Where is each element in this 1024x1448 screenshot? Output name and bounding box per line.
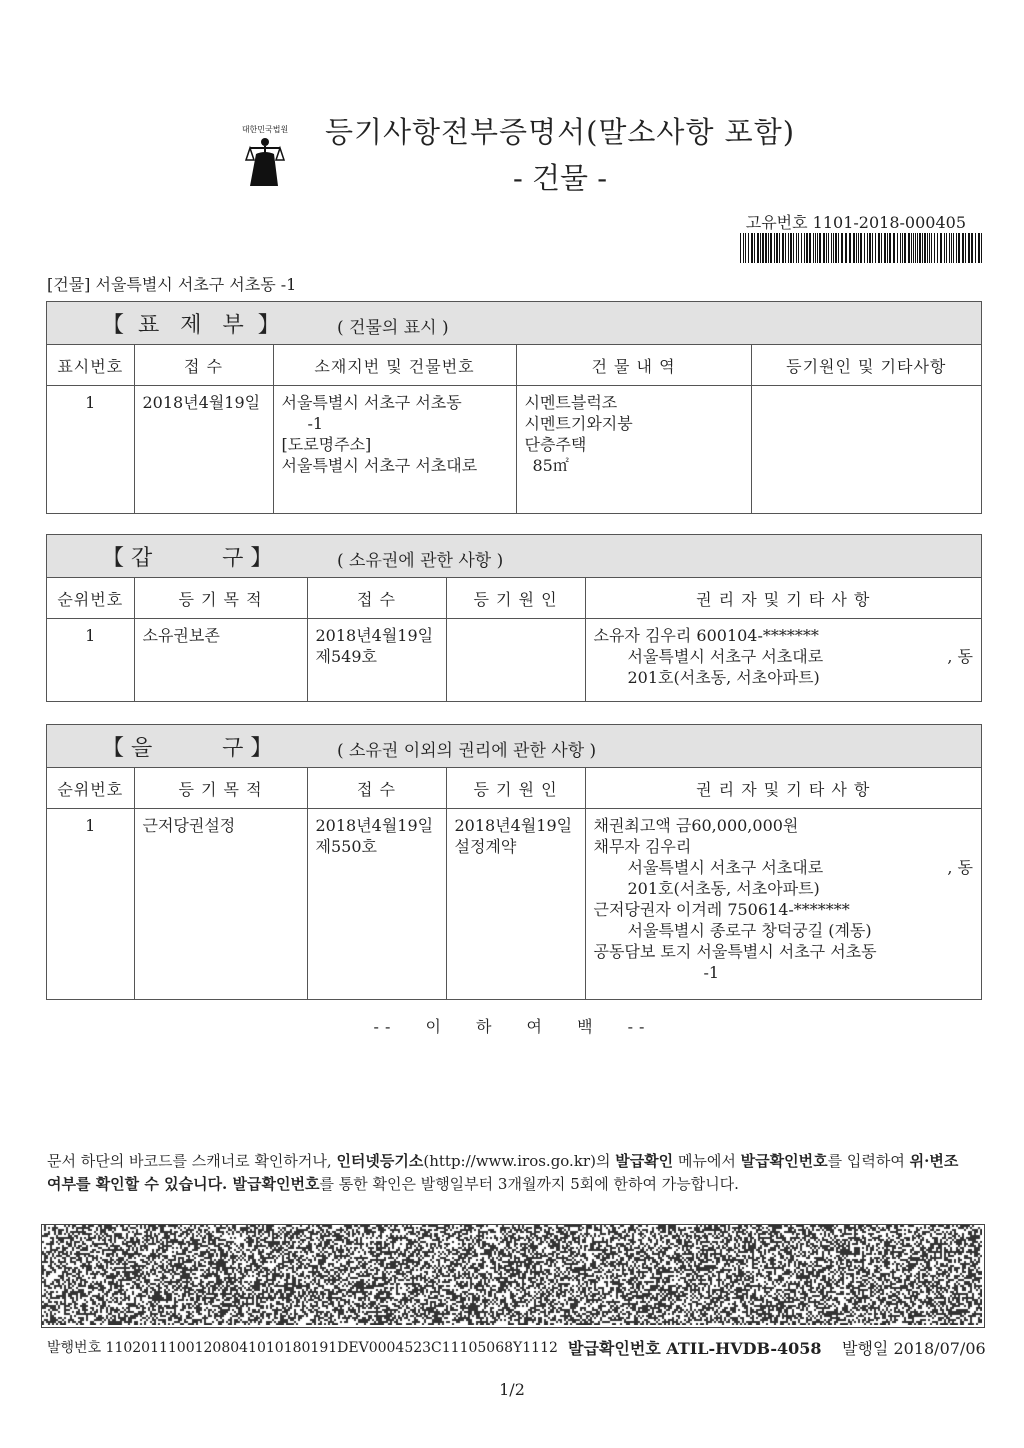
barcode-bar bbox=[748, 233, 749, 263]
barcode-bar bbox=[908, 233, 910, 263]
barcode-bar bbox=[922, 233, 923, 263]
barcode-bar bbox=[860, 233, 862, 263]
barcode-bar bbox=[975, 233, 976, 263]
section-header bbox=[47, 302, 981, 345]
barcode-bar bbox=[864, 233, 865, 263]
row-cause bbox=[446, 809, 585, 999]
barcode-bar bbox=[760, 233, 761, 263]
barcode-bar bbox=[790, 233, 792, 263]
barcode-bar bbox=[867, 233, 868, 263]
barcode-bar bbox=[809, 233, 811, 263]
barcode-bar bbox=[804, 233, 805, 263]
row-address bbox=[273, 386, 516, 513]
column-header: 등 기 원 인 bbox=[446, 768, 585, 809]
receipt-date: 2018년4월19일 bbox=[315, 816, 434, 835]
row-cause bbox=[446, 619, 585, 701]
barcode-bar bbox=[819, 233, 821, 263]
barcode-bar bbox=[757, 233, 759, 263]
building-line: 시멘트블럭조 bbox=[524, 393, 618, 412]
row-purpose: 근저당권설정 bbox=[134, 809, 307, 999]
address-line: [도로명주소] bbox=[281, 435, 372, 454]
rights-line: 채무자 김우리 bbox=[593, 837, 692, 856]
barcode-bar bbox=[740, 233, 741, 263]
rights-line: 201호(서초동, 서초아파트) bbox=[627, 879, 820, 898]
column-header: 순위번호 bbox=[47, 768, 134, 809]
section-description: ( 소유권에 관한 사항 ) bbox=[337, 551, 504, 571]
barcode-bar bbox=[813, 233, 814, 263]
barcode-bar bbox=[838, 233, 839, 263]
barcode-bar bbox=[833, 233, 834, 263]
barcode-bar bbox=[978, 233, 980, 263]
table-row bbox=[47, 386, 981, 513]
table-row bbox=[47, 809, 981, 999]
barcode-bar bbox=[971, 233, 973, 263]
barcode-bar bbox=[904, 233, 906, 263]
court-seal-logo bbox=[228, 112, 302, 190]
barcode-bar bbox=[823, 233, 825, 263]
address-line: 서울특별시 서초구 서초대로 bbox=[281, 456, 478, 475]
rights-line: 공동담보 토지 서울특별시 서초구 서초동 bbox=[593, 942, 877, 961]
section-header bbox=[47, 535, 981, 578]
notice-text: 를 통한 확인은 발행일부터 3개월까지 5회에 한하여 가능합니다. bbox=[319, 1175, 739, 1193]
seal-text: 대한민국법원 bbox=[241, 125, 289, 134]
barcode-pattern bbox=[42, 1225, 982, 1325]
notice-text: 를 입력하여 bbox=[827, 1152, 910, 1170]
barcode-bar bbox=[782, 233, 784, 263]
barcode-bar bbox=[793, 233, 794, 263]
barcode-bar bbox=[875, 233, 876, 263]
barcode-bar bbox=[849, 233, 851, 263]
notice-bold: 위·변조 여부를 확인할 수 있습니다. bbox=[47, 1152, 959, 1193]
unique-number-value: 1101-2018-000405 bbox=[812, 213, 966, 232]
row-number: 1 bbox=[47, 386, 134, 513]
notice-text: 문서 하단의 바코드를 스캐너로 확인하거나, bbox=[47, 1152, 337, 1170]
confirmation-number: 발급확인번호 ATIL-HVDB-4058 bbox=[568, 1339, 822, 1358]
barcode-bar bbox=[798, 233, 799, 263]
barcode-bar bbox=[856, 233, 857, 263]
barcode-bar bbox=[915, 233, 916, 263]
barcode-bar bbox=[897, 233, 898, 263]
barcode-bar bbox=[826, 233, 827, 263]
2d-barcode bbox=[41, 1224, 985, 1328]
barcode-bar bbox=[956, 233, 957, 263]
unique-number-label: 고유번호 bbox=[745, 213, 808, 232]
gap-table bbox=[47, 578, 981, 701]
rights-line bbox=[594, 646, 974, 667]
notice-bold: 발급확인 bbox=[615, 1152, 674, 1170]
barcode-bar bbox=[927, 233, 928, 263]
section-pyojebu bbox=[46, 301, 982, 514]
page-number: 1/2 bbox=[499, 1380, 525, 1399]
barcode-bar bbox=[924, 233, 926, 263]
barcode-bar bbox=[951, 233, 952, 263]
barcode-bar bbox=[962, 233, 964, 263]
cause-date: 2018년4월19일 bbox=[454, 816, 573, 835]
barcode-bar bbox=[968, 233, 970, 263]
barcode-bar bbox=[785, 233, 786, 263]
section-header bbox=[47, 725, 981, 768]
column-header: 등 기 목 적 bbox=[134, 578, 307, 619]
table-row bbox=[47, 619, 981, 701]
rights-text: , 동 bbox=[947, 647, 973, 666]
column-header: 등기원인 및 기타사항 bbox=[751, 345, 981, 386]
section-title: 【 갑 구 】 bbox=[102, 546, 273, 571]
barcode-bar bbox=[965, 233, 966, 263]
barcode-bar bbox=[745, 233, 746, 263]
barcode-bar bbox=[917, 233, 918, 263]
barcode-bar bbox=[958, 233, 960, 263]
building-line: 단층주택 bbox=[524, 435, 587, 454]
section-title: 【 표 제 부 】 bbox=[102, 313, 280, 338]
barcode-bar bbox=[944, 233, 945, 263]
rights-line: 201호(서초동, 서초아파트) bbox=[627, 668, 820, 687]
column-header: 접 수 bbox=[307, 578, 446, 619]
column-header: 등 기 원 인 bbox=[446, 578, 585, 619]
section-eulgu bbox=[46, 724, 982, 1000]
barcode-bar bbox=[774, 233, 775, 263]
section-title: 【 을 구 】 bbox=[102, 736, 273, 761]
barcode-bar bbox=[913, 233, 914, 263]
barcode-bar bbox=[754, 233, 755, 263]
column-header: 순위번호 bbox=[47, 578, 134, 619]
barcode-bar bbox=[779, 233, 780, 263]
receipt-number: 제550호 bbox=[315, 837, 377, 856]
barcode-bar bbox=[831, 233, 832, 263]
barcode-bar bbox=[911, 233, 912, 263]
barcode-bar bbox=[953, 233, 954, 263]
barcode-bar bbox=[828, 233, 829, 263]
barcode-bar bbox=[929, 233, 930, 263]
rights-text: 서울특별시 서초구 서초대로 bbox=[627, 858, 824, 877]
cause-type: 설정계약 bbox=[454, 837, 517, 856]
barcode-bar bbox=[815, 233, 816, 263]
barcode-bar bbox=[841, 233, 843, 263]
verification-notice bbox=[47, 1150, 977, 1196]
barcode-bar bbox=[902, 233, 903, 263]
row-receipt bbox=[307, 619, 446, 701]
column-header: 표시번호 bbox=[47, 345, 134, 386]
barcode-bar bbox=[919, 233, 921, 263]
barcode-bar bbox=[981, 233, 982, 263]
barcode-bar bbox=[762, 233, 764, 263]
barcode-bar bbox=[931, 233, 932, 263]
barcode-bar bbox=[801, 233, 802, 263]
section-description: ( 소유권 이외의 권리에 관한 사항 ) bbox=[337, 741, 597, 761]
row-building-details bbox=[516, 386, 751, 513]
row-rights bbox=[585, 809, 981, 999]
barcode-bar bbox=[768, 233, 769, 263]
column-header: 권 리 자 및 기 타 사 항 bbox=[585, 768, 981, 809]
row-date: 2018년4월19일 bbox=[134, 386, 273, 513]
column-header: 권 리 자 및 기 타 사 항 bbox=[585, 578, 981, 619]
notice-bold: 발급확인번호 bbox=[740, 1152, 828, 1170]
barcode-bar bbox=[776, 233, 778, 263]
barcode-bar bbox=[869, 233, 871, 263]
barcode-bar bbox=[788, 233, 789, 263]
barcode-bar bbox=[940, 233, 942, 263]
column-header: 접 수 bbox=[134, 345, 273, 386]
notice-bold: 인터넷등기소 bbox=[336, 1152, 424, 1170]
receipt-number: 제549호 bbox=[315, 647, 377, 666]
rights-line: 소유자 김우리 600104-******* bbox=[593, 626, 819, 645]
section-gapgu bbox=[46, 534, 982, 702]
column-header: 접 수 bbox=[307, 768, 446, 809]
barcode-bar bbox=[751, 233, 753, 263]
barcode-bar bbox=[893, 233, 895, 263]
barcode-bar bbox=[946, 233, 947, 263]
barcode-bar bbox=[937, 233, 938, 263]
building-location: [건물] 서울특별시 서초구 서초동 -1 bbox=[47, 275, 297, 294]
notice-text: 메뉴에서 bbox=[673, 1152, 741, 1170]
row-receipt bbox=[307, 809, 446, 999]
barcode-bar bbox=[806, 233, 808, 263]
barcode-bar bbox=[934, 233, 935, 263]
barcode-bar bbox=[900, 233, 901, 263]
rights-line: 채권최고액 금60,000,000원 bbox=[593, 816, 799, 835]
barcode-bar bbox=[835, 233, 837, 263]
barcode-bar bbox=[949, 233, 950, 263]
column-header: 건 물 내 역 bbox=[516, 345, 751, 386]
building-line: 85㎡ bbox=[532, 456, 569, 475]
pyo-table bbox=[47, 345, 981, 513]
notice-text: (http://www.iros.go.kr)의 bbox=[423, 1152, 616, 1170]
address-line: 서울특별시 서초구 서초동 bbox=[281, 393, 462, 412]
rights-line bbox=[594, 857, 974, 878]
barcode-bar bbox=[845, 233, 847, 263]
rights-line: -1 bbox=[703, 963, 720, 982]
barcode-bar bbox=[796, 233, 797, 263]
row-remarks bbox=[751, 386, 981, 513]
barcode-bar bbox=[878, 233, 880, 263]
building-line: 시멘트기와지붕 bbox=[524, 414, 633, 433]
rights-line: 근저당권자 이겨레 750614-******* bbox=[593, 900, 850, 919]
column-header: 등 기 목 적 bbox=[134, 768, 307, 809]
receipt-date: 2018년4월19일 bbox=[315, 626, 434, 645]
rights-text: , 동 bbox=[947, 858, 973, 877]
barcode-top bbox=[740, 233, 982, 263]
issue-number: 발행번호 11020111001208041010180191DEV0004523C11105068Y1112 bbox=[47, 1340, 558, 1356]
row-purpose: 소유권보존 bbox=[134, 619, 307, 701]
rights-line: 서울특별시 종로구 창덕궁길 (계동) bbox=[627, 921, 872, 940]
row-number: 1 bbox=[47, 809, 134, 999]
unique-number bbox=[746, 210, 966, 233]
barcode-bar bbox=[887, 233, 888, 263]
notice-bold: 발급확인번호 bbox=[227, 1175, 320, 1193]
barcode-bar bbox=[858, 233, 859, 263]
barcode-bar bbox=[770, 233, 772, 263]
document-subtitle: - 건물 - bbox=[512, 161, 608, 195]
address-line: -1 bbox=[307, 414, 324, 433]
issue-date: 발행일 2018/07/06 bbox=[842, 1339, 986, 1358]
barcode-bar bbox=[881, 233, 882, 263]
document-title: 등기사항전부증명서(말소사항 포함) bbox=[324, 115, 796, 149]
barcode-bar bbox=[884, 233, 886, 263]
barcode-bar bbox=[889, 233, 891, 263]
barcode-bar bbox=[872, 233, 873, 263]
rights-text: 서울특별시 서초구 서초대로 bbox=[627, 647, 824, 666]
row-number: 1 bbox=[47, 619, 134, 701]
barcode-bar bbox=[853, 233, 855, 263]
column-header: 소재지번 및 건물번호 bbox=[273, 345, 516, 386]
row-rights bbox=[585, 619, 981, 701]
end-mark: -- 이 하 여 백 -- bbox=[373, 1017, 651, 1036]
barcode-bar bbox=[765, 233, 767, 263]
barcode-bar bbox=[817, 233, 818, 263]
eul-table bbox=[47, 768, 981, 999]
section-description: ( 건물의 표시 ) bbox=[337, 318, 449, 338]
barcode-bar bbox=[743, 233, 744, 263]
